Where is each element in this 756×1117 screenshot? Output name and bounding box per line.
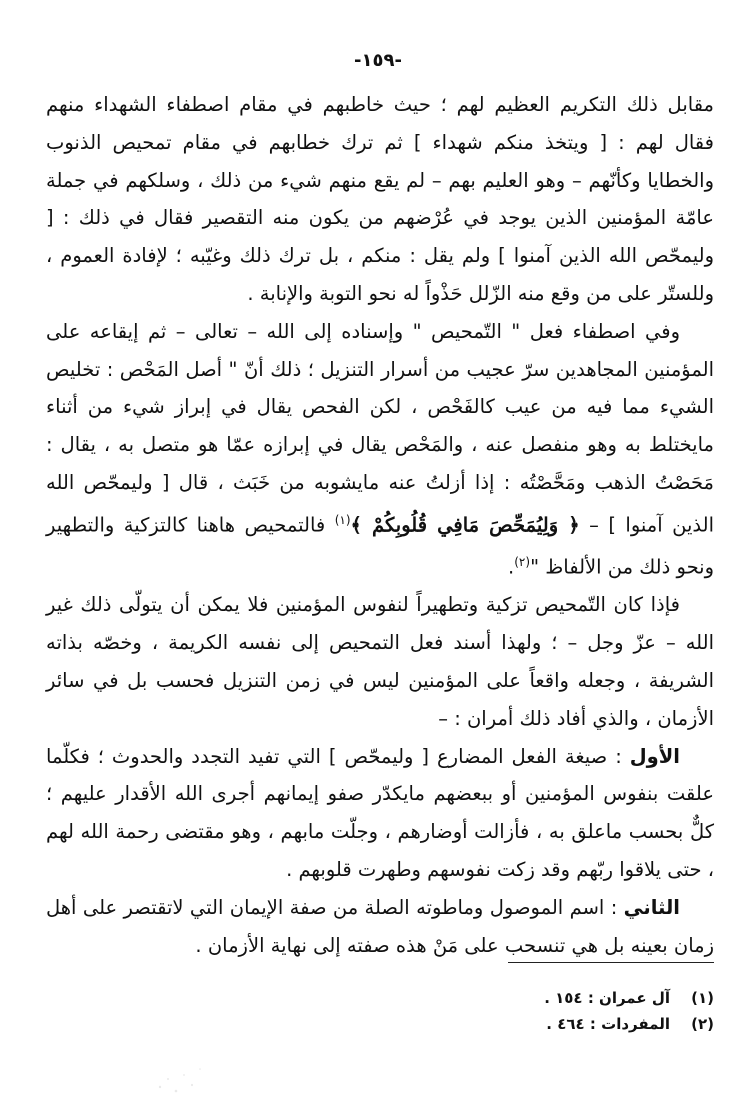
paragraph-4-lead: الأول — [629, 744, 680, 768]
footnote-ref-1[interactable]: (١) — [334, 512, 351, 527]
quran-verse: ﴿ وَلِيُمَحِّصَ مَافِي قُلُوبِكُمْ ﴾ — [350, 513, 580, 537]
scan-smudge-decoration — [150, 1057, 210, 1097]
footnote-2-number: (٢) — [691, 1015, 714, 1033]
body-text — [46, 86, 714, 964]
paragraph-4 — [46, 738, 714, 889]
paragraph-2-text-after-quran: فالتمحيص هاهنا كالتزكية والتطهير ونحو ذلك من الألفاظ " — [46, 513, 714, 579]
footnote-ref-2[interactable]: (٢) — [514, 555, 531, 570]
footnote-1-text: آل عمران : ١٥٤ . — [544, 989, 670, 1007]
paragraph-2 — [46, 313, 714, 587]
paragraph-4-text: : صيغة الفعل المضارع [ وليمحّص ] التي تفيد التجدد والحدوث ؛ فكلّما علقت بنفوس المؤمنين أو ببعضهم مايكدّر صفو إيمانهم أجرى الله الأقدار عليهم ؛ كلٌّ بحسب ماعلق به ، فأزالت أوضارهم ، وجلّت مابهم ، وهو مقتضى رحمة الله لهم ، حتى يلاقوا ربّهم وقد زكت نفوسهم وطهرت قلوبهم . — [46, 744, 714, 881]
paragraph-3 — [46, 586, 714, 737]
paragraph-5-text: : اسم الموصول وماطوته الصلة من صفة الإيمان التي لاتقتصر على أهل زمان بعينه بل هي تنسحب على مَنْ هذه صفته إلى نهاية الأزمان . — [46, 895, 714, 957]
footnotes — [314, 985, 714, 1037]
paragraph-5-lead: الثاني — [623, 895, 680, 919]
paragraph-1 — [46, 86, 714, 313]
footnote-2 — [314, 1011, 714, 1037]
paragraph-2-text-before-quran: وفي اصطفاء فعل " التّمحيص " وإسناده إلى الله – تعالى – ثم إيقاعه على المؤمنين المجاهدين سرّ عجيب من أسرار التنزيل ؛ ذلك أنّ " أصل المَحْص : تخليص الشيء مما فيه من عيب كالفَحْص ، لكن الفحص يقال في إبراز شيء من أثناء مايختلط به وهو منفصل عنه ، والمَحْص يقال في إبرازه عمّا هو متصل به ، يقال : مَحَصْتُ الذهب ومَحَّصْتُه : إذا أزلتُ عنه مايشوبه من خَبَث ، قال [ وليمحّص الله الذين آمنوا ] – — [46, 319, 715, 537]
paragraph-1-text: مقابل ذلك التكريم العظيم لهم ؛ حيث خاطبهم في مقام اصطفاء الشهداء منهم فقال لهم : [ ويتخذ منكم شهداء ] ثم ترك خطابهم في مقام تمحيص الذنوب والخطايا وكأنّهم – وهو العليم بهم – لم يقع منهم شيء من ذلك ، وسلكهم في جملة عامّة المؤمنين الذين يوجد في عُرْضهم من يكون منه التقصير فقال في ذلك : [ وليمحّص الله الذين آمنوا ] ولم يقل : منكم ، بل ترك ذلك وغيّبه ؛ لإفادة العموم ، وللستّر على من وقع منه الزّلل حَذْواً له نحو التوبة والإنابة . — [46, 93, 714, 305]
footnote-divider — [508, 962, 714, 963]
footnote-1 — [314, 985, 714, 1011]
footnote-2-text: المفردات : ٤٦٤ . — [546, 1015, 670, 1033]
footnote-1-number: (١) — [691, 989, 714, 1007]
page-number: -١٥٩- — [354, 50, 402, 71]
paragraph-2-end: . — [508, 555, 515, 579]
paragraph-3-text: فإذا كان التّمحيص تزكية وتطهيراً لنفوس المؤمنين فلا يمكن أن يتولّى ذلك غير الله – عزّ وجل – ؛ ولهذا أسند فعل التمحيص إلى نفسه الكريمة ، وخصّه بذاته الشريفة ، وجعله واقعاً على المؤمنين ليس في زمن التنزيل فحسب بل في سائر الأزمان ، والذي أفاد ذلك أمران : – — [46, 593, 714, 730]
paragraph-5 — [46, 889, 714, 965]
